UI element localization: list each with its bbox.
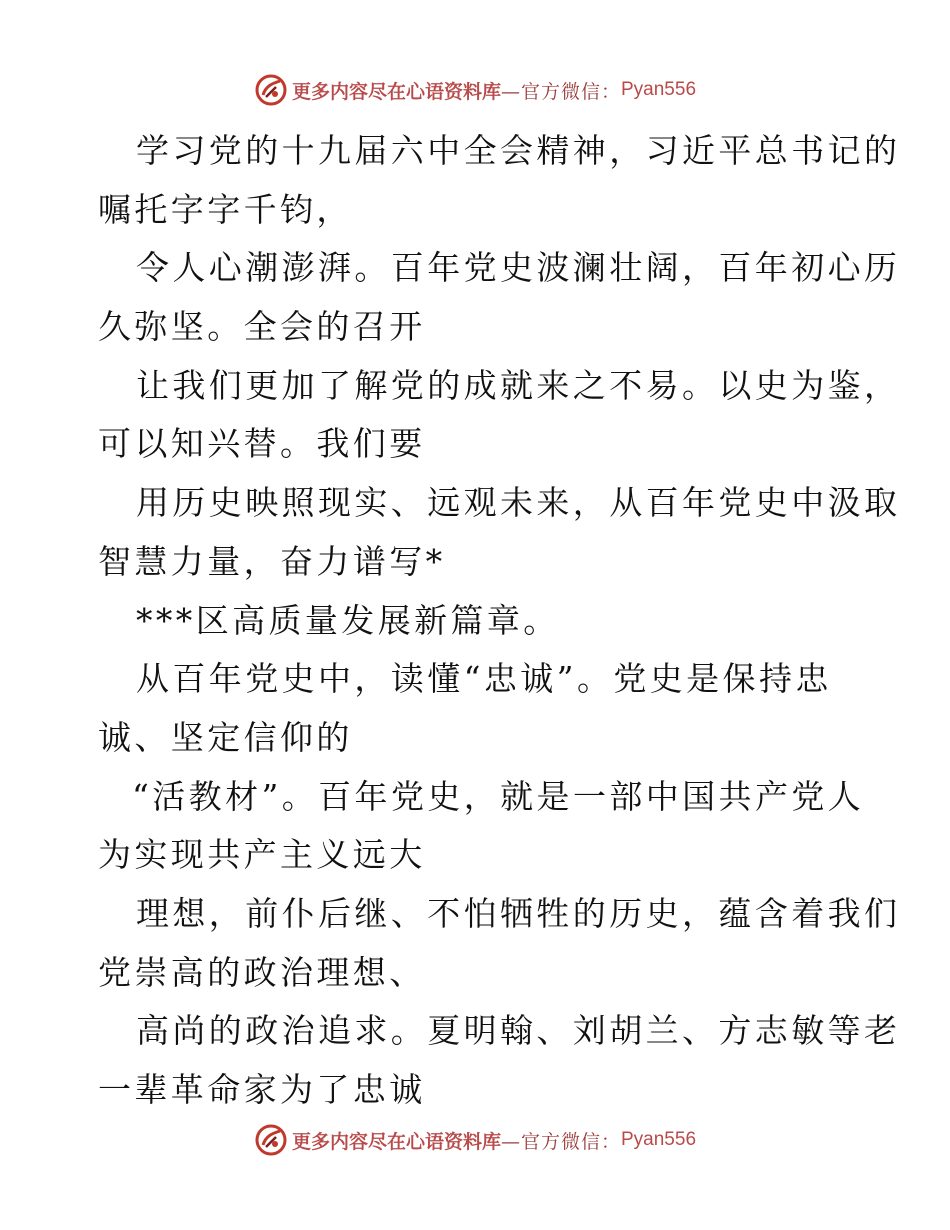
logo-icon — [254, 73, 288, 107]
banner-text-id: Pyan556 — [621, 1129, 697, 1150]
text-line: 让我们更加了解党的成就来之不易。以史为鉴， — [136, 365, 901, 405]
text-line: 理想，前仆后继、不怕牺牲的历史，蕴含着我们 — [136, 893, 901, 933]
text-line: 学习党的十九届六中全会精神，习近平总书记的 — [136, 131, 901, 170]
text-line: 智慧力量，奋力谱写* — [98, 541, 446, 581]
text-line: 用历史映照现实、远观未来，从百年党史中汲取 — [136, 483, 901, 523]
header-banner — [0, 70, 950, 110]
text-line: “活教材”。百年党史，就是一部中国共产党人 — [132, 776, 865, 816]
banner-text-label: —官方微信： — [500, 1130, 621, 1153]
logo-icon — [254, 1123, 288, 1157]
text-line: 可以知兴替。我们要 — [98, 424, 426, 464]
text-line: 为实现共产主义远大 — [98, 835, 426, 875]
document-body — [98, 122, 901, 1120]
text-line: 令人心潮澎湃。百年党史波澜壮阔，百年初心历 — [136, 248, 901, 288]
banner-text-title: 更多内容尽在心语资料库 — [291, 1130, 501, 1153]
text-line: 久弥坚。全会的召开 — [98, 307, 426, 347]
text-line: ***区高质量发展新篇章。 — [136, 600, 560, 640]
banner-text-label: —官方微信： — [500, 80, 621, 103]
text-line: 诚、坚定信仰的 — [98, 717, 353, 757]
text-line: 党崇高的政治理想、 — [98, 952, 426, 992]
banner-text-title: 更多内容尽在心语资料库 — [291, 80, 501, 103]
text-line: 一辈革命家为了忠诚 — [98, 1070, 426, 1109]
footer-banner — [0, 1120, 950, 1160]
text-line: 嘱托字字千钧， — [98, 189, 353, 229]
text-line: 高尚的政治追求。夏明翰、刘胡兰、方志敏等老 — [136, 1011, 901, 1051]
text-line: 从百年党史中，读懂“忠诚”。党史是保持忠 — [136, 659, 832, 699]
banner-text-id: Pyan556 — [621, 79, 697, 100]
